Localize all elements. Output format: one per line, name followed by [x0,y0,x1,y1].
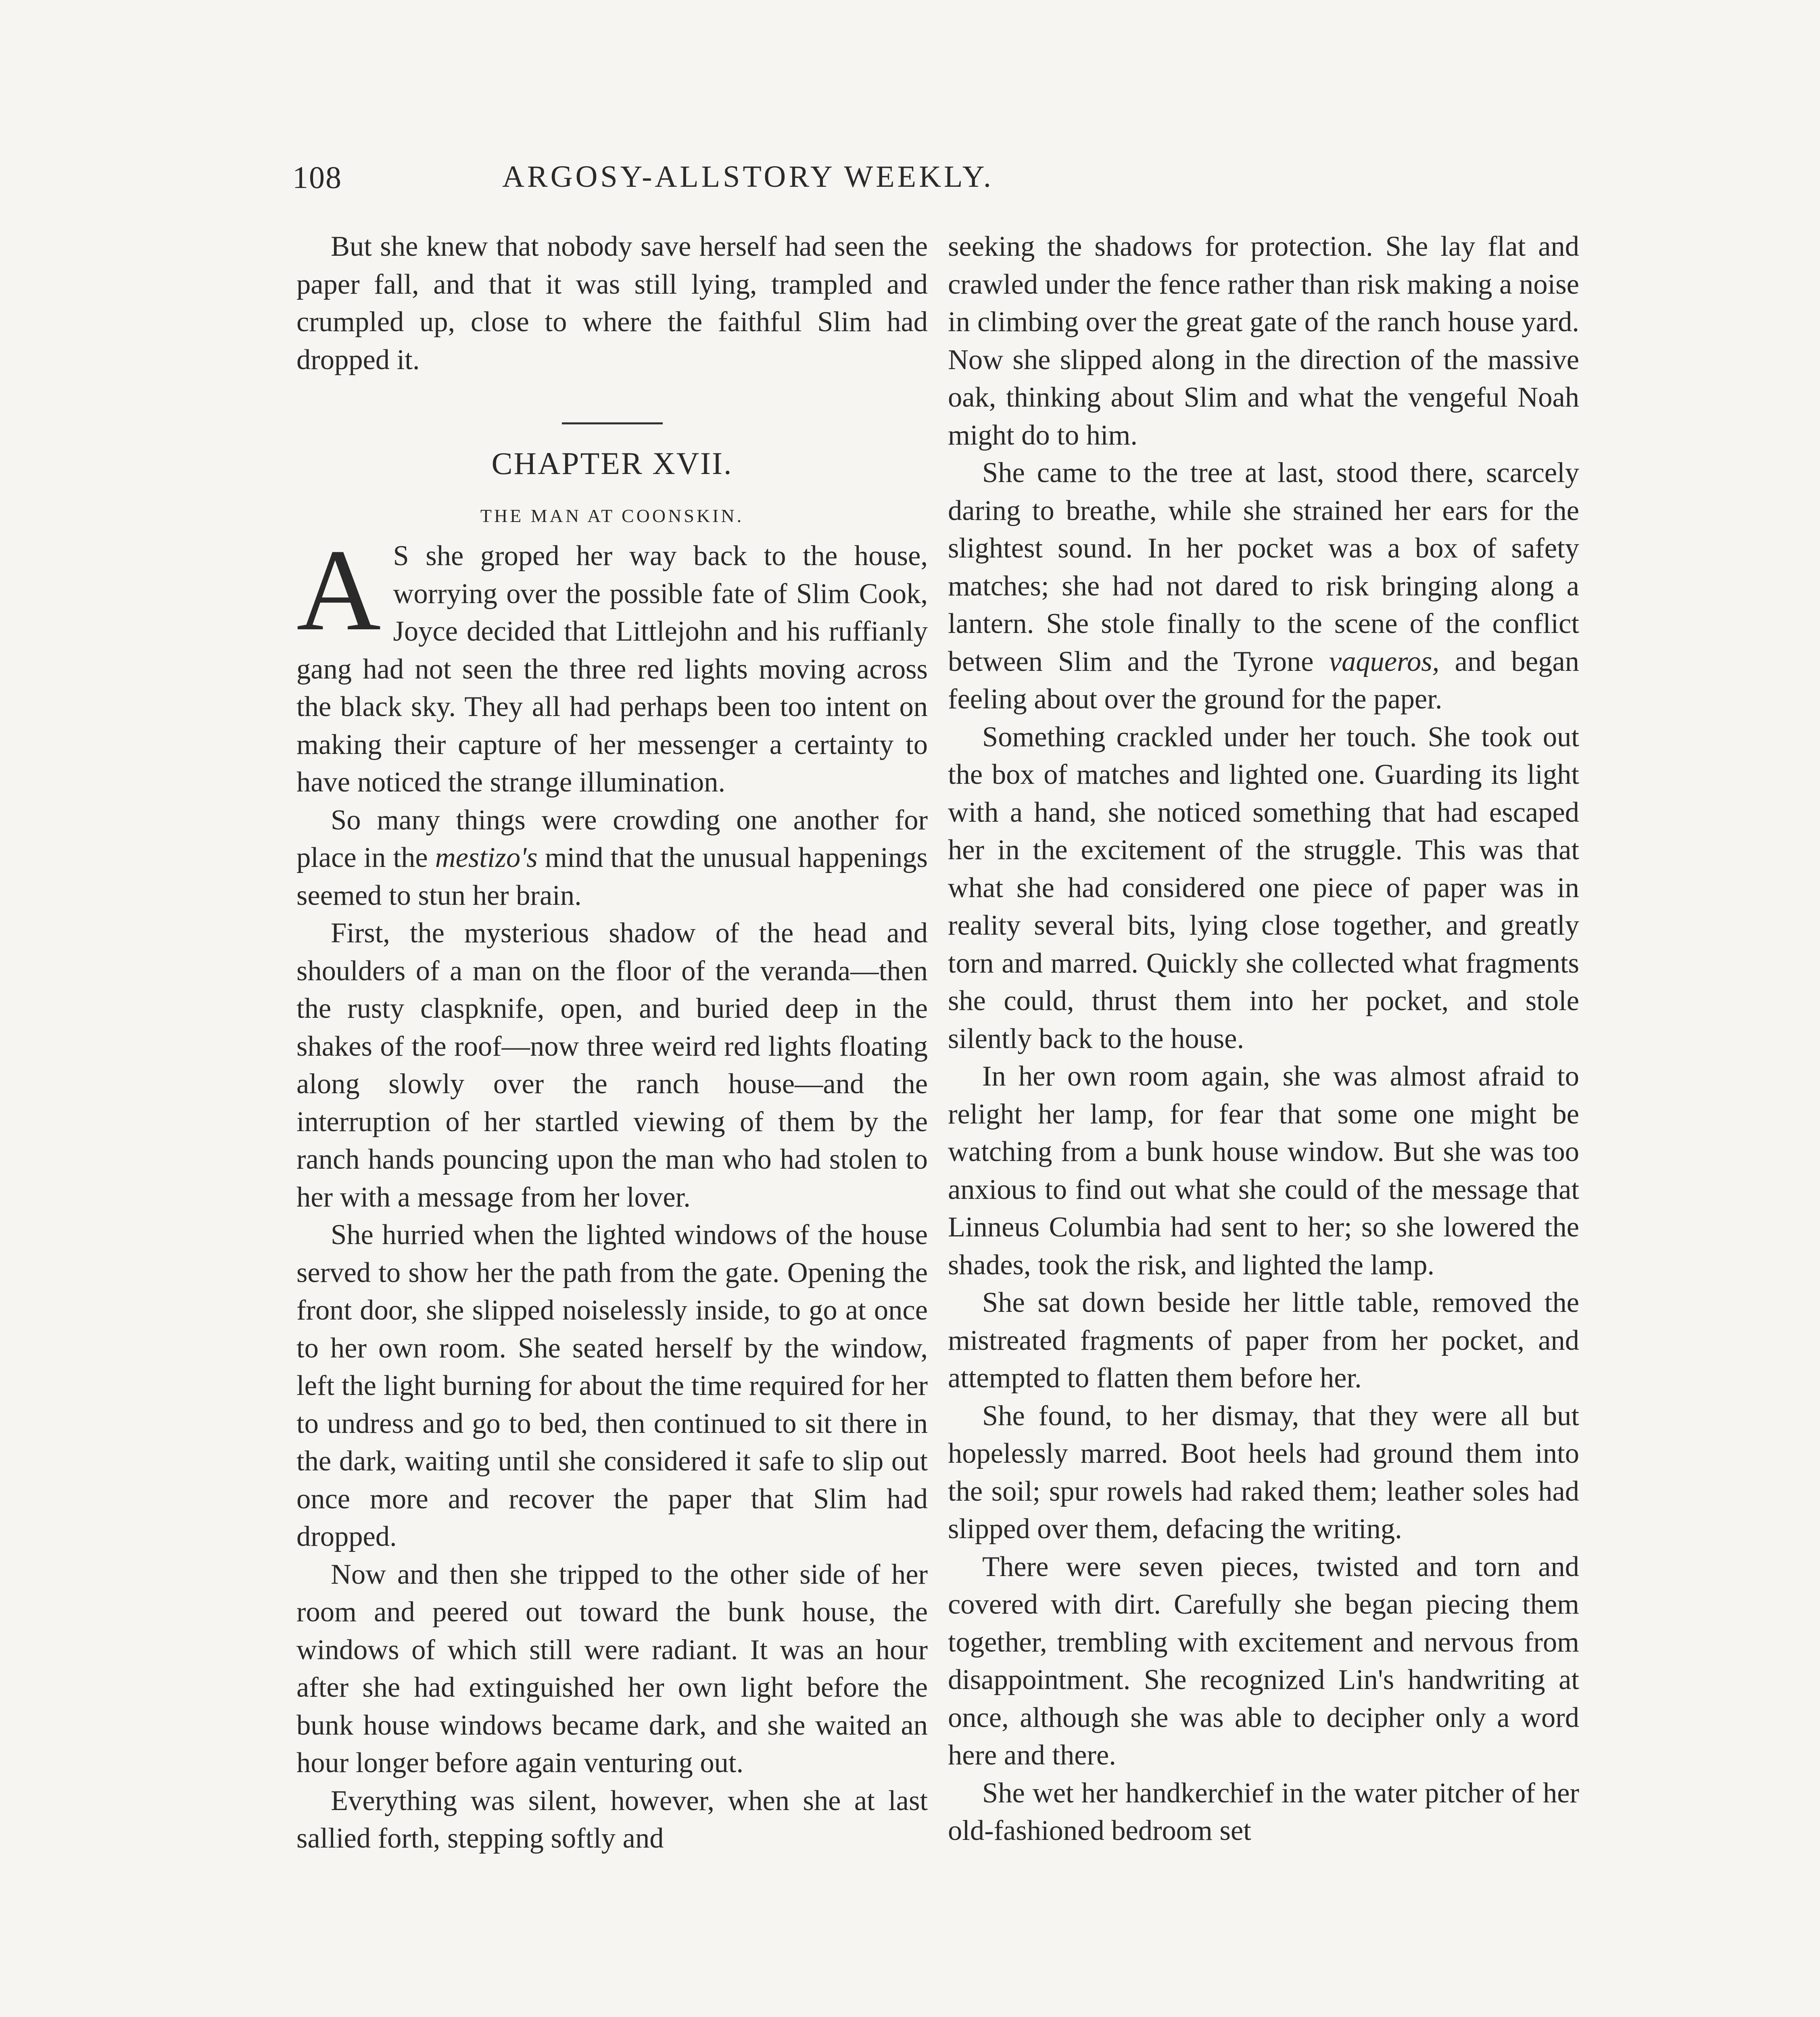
paragraph-text: mind that the unusual happenings seemed to stun her brain. [296,842,928,911]
running-head [292,159,1567,204]
paragraph: She found, to her dismay, that they were all but hopelessly marred. Boot heels had ground them into the soil; spur rowels had raked them; leather soles had slipped over them, defacing the writing. [948,1400,1579,1545]
left-column [296,228,928,1858]
chapter-subtitle: THE MAN AT COONSKIN. [480,505,744,526]
continued-paragraph: But she knew that nobody save herself had seen the paper fall, and that it was still lying, trampled and crumpled up, close to where the faithful Slim had dropped it. [296,231,928,376]
section-divider [562,422,663,424]
paragraph: She sat down beside her little table, removed the mistreated fragments of paper from her pocket, and attempted to flatten them before her. [948,1287,1579,1394]
paragraph: Something crackled under her touch. She took out the box of matches and lighted one. Guarding its light with a hand, she noticed something that had escaped her in the excitement of the struggle. This was that what she had considered one piece of paper was in reality several bits, lying close together, and greatly torn and marred. Quickly she collected what fragments she could, thrust them into her pocket, and stole silently back to the house. [948,721,1579,1054]
paragraph-text: She came to the tree at last, stood there, scarcely daring to breathe, while she strained her ears for the slightest sound. In her pocket was a box of safety matches; she had not dared to risk bringing along a lantern. She stole finally to the scene of the conflict between Slim and the Tyrone [948,457,1579,677]
paragraph: She hurried when the lighted windows of the house served to show her the path from the gate. Opening the front door, she slipped noiselessly inside, to go at once to her own room. She seated herself by the window, left the light burning for about the time required for her to undress and go to bed, then continued to sit there in the dark, waiting until she considered it safe to slip out once more and recover the paper that Slim had dropped. [296,1219,928,1552]
magazine-title: ARGOSY-ALLSTORY WEEKLY. [502,160,994,194]
paragraph: Everything was silent, however, when she at last sallied forth, stepping softly and [296,1785,928,1854]
continued-paragraph: seeking the shadows for protection. She lay flat and crawled under the fence rather than risk making a noise in climbing over the great gate of the ranch house yard. Now she slipped along in the direction of the massive oak, thinking about Slim and what the vengeful Noah might do to him. [948,231,1579,451]
paragraph: First, the mysterious shadow of the head and shoulders of a man on the floor of the veranda—then the rusty claspknife, open, and buried deep in the shakes of the roof—now three weird red lights floating along slowly over the ranch house—and the interruption of her startled viewing of them by the ranch hands pouncing upon the man who had stolen to her with a message from her lover. [296,917,928,1213]
italic-word: mestizo's [435,842,538,873]
paragraph-text: and began feeling about over the ground for the paper. [948,645,1580,715]
right-column [948,228,1579,1850]
drop-cap: A [296,525,381,655]
paragraph: In her own room again, she was almost afraid to relight her lamp, for fear that some one might be watching from a bunk house window. But she was too anxious to find out what she could of the message that Linneus Columbia had sent to her; so she lowered the shades, took the risk, and lighted the lamp. [948,1061,1579,1281]
page-number: 108 [292,160,342,195]
italic-word: vaqueros, [1329,645,1440,677]
paragraph: Now and then she tripped to the other side of her room and peered out toward the bunk house, the windows of which still were radiant. It was an hour after she had extinguished her own light before the bunk house windows became dark, and she waited an hour longer before again venturing out. [296,1558,928,1779]
chapter-opening-paragraph [296,525,928,802]
paragraph [296,802,928,915]
paragraph: She wet her handkerchief in the water pitcher of her old-fashioned bedroom set [948,1777,1579,1846]
paragraph: There were seven pieces, twisted and torn and covered with dirt. Carefully she began piecing them together, trembling with excitement and nervous from disappointment. She recognized Lin's handwriting at once, although she was able to decipher only a word here and there. [948,1551,1579,1771]
paragraph-text: So many things were crowding one another for place in the [296,804,928,873]
opening-paragraph-text: S she groped her way back to the house, worrying over the possible fate of Slim Cook, Joyce decided that Littlejohn and his ruffianly gang had not seen the three red lights moving across the black sky. They all had perhaps been too intent on making their capture of her messenger a certainty to have noticed the strange illumination. [296,540,928,798]
chapter-title: CHAPTER XVII. [491,446,733,481]
paragraph [948,454,1579,718]
